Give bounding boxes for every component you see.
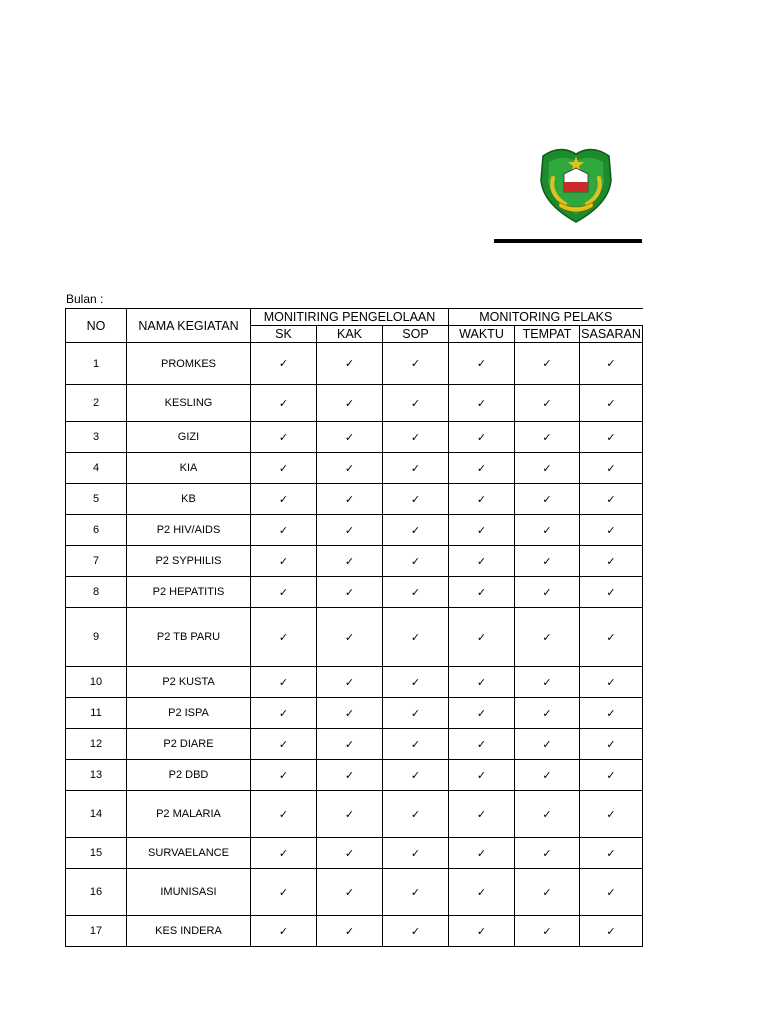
check-sasaran-icon: ✓: [580, 422, 643, 453]
table-row: [66, 869, 643, 916]
activity-name: PROMKES: [127, 343, 251, 385]
check-kak-icon: ✓: [317, 608, 383, 667]
check-sk-icon: ✓: [251, 838, 317, 869]
table-row: [66, 577, 643, 608]
check-waktu-icon: ✓: [449, 698, 515, 729]
row-number: 2: [66, 385, 127, 422]
activity-name: P2 KUSTA: [127, 667, 251, 698]
check-waktu-icon: ✓: [449, 729, 515, 760]
check-waktu-icon: ✓: [449, 484, 515, 515]
check-kak-icon: ✓: [317, 546, 383, 577]
table-row: [66, 838, 643, 869]
check-kak-icon: ✓: [317, 484, 383, 515]
check-sop-icon: ✓: [383, 791, 449, 838]
table-row: [66, 515, 643, 546]
check-sop-icon: ✓: [383, 515, 449, 546]
check-kak-icon: ✓: [317, 760, 383, 791]
check-sop-icon: ✓: [383, 698, 449, 729]
check-kak-icon: ✓: [317, 869, 383, 916]
check-tempat-icon: ✓: [515, 608, 580, 667]
table-row: [66, 385, 643, 422]
check-sk-icon: ✓: [251, 515, 317, 546]
activity-name: IMUNISASI: [127, 869, 251, 916]
activity-name: KESLING: [127, 385, 251, 422]
activity-name: KIA: [127, 453, 251, 484]
check-tempat-icon: ✓: [515, 385, 580, 422]
check-sasaran-icon: ✓: [580, 791, 643, 838]
table-row: [66, 760, 643, 791]
table-row: [66, 608, 643, 667]
check-waktu-icon: ✓: [449, 385, 515, 422]
table-row: [66, 484, 643, 515]
table-row: [66, 916, 643, 947]
activity-name: P2 DIARE: [127, 729, 251, 760]
check-sasaran-icon: ✓: [580, 515, 643, 546]
check-sk-icon: ✓: [251, 546, 317, 577]
check-sk-icon: ✓: [251, 422, 317, 453]
check-sk-icon: ✓: [251, 343, 317, 385]
activity-name: P2 HEPATITIS: [127, 577, 251, 608]
check-kak-icon: ✓: [317, 838, 383, 869]
check-sop-icon: ✓: [383, 453, 449, 484]
check-kak-icon: ✓: [317, 343, 383, 385]
table-row: [66, 453, 643, 484]
group-header-implementation: MONITORING PELAKS: [449, 309, 643, 326]
check-sk-icon: ✓: [251, 729, 317, 760]
activity-name: P2 MALARIA: [127, 791, 251, 838]
check-sasaran-icon: ✓: [580, 343, 643, 385]
check-kak-icon: ✓: [317, 385, 383, 422]
table-row: [66, 729, 643, 760]
check-sk-icon: ✓: [251, 453, 317, 484]
check-waktu-icon: ✓: [449, 515, 515, 546]
check-sop-icon: ✓: [383, 729, 449, 760]
check-sop-icon: ✓: [383, 869, 449, 916]
activity-name: KB: [127, 484, 251, 515]
check-sop-icon: ✓: [383, 343, 449, 385]
check-sk-icon: ✓: [251, 791, 317, 838]
check-sk-icon: ✓: [251, 916, 317, 947]
row-number: 6: [66, 515, 127, 546]
check-sop-icon: ✓: [383, 546, 449, 577]
table-row: [66, 343, 643, 385]
column-header-kak: KAK: [317, 326, 383, 343]
check-sk-icon: ✓: [251, 760, 317, 791]
row-number: 7: [66, 546, 127, 577]
check-sk-icon: ✓: [251, 667, 317, 698]
header-divider-line: [494, 239, 642, 243]
check-sop-icon: ✓: [383, 422, 449, 453]
check-waktu-icon: ✓: [449, 791, 515, 838]
check-tempat-icon: ✓: [515, 838, 580, 869]
activity-name: P2 ISPA: [127, 698, 251, 729]
check-sasaran-icon: ✓: [580, 577, 643, 608]
check-sasaran-icon: ✓: [580, 667, 643, 698]
activity-name: SURVAELANCE: [127, 838, 251, 869]
row-number: 1: [66, 343, 127, 385]
row-number: 10: [66, 667, 127, 698]
column-header-waktu: WAKTU: [449, 326, 515, 343]
row-number: 8: [66, 577, 127, 608]
table-row: [66, 422, 643, 453]
column-header-sop: SOP: [383, 326, 449, 343]
column-header-sasaran: SASARAN: [581, 327, 641, 341]
check-waktu-icon: ✓: [449, 453, 515, 484]
row-number: 15: [66, 838, 127, 869]
check-sop-icon: ✓: [383, 608, 449, 667]
activity-name: GIZI: [127, 422, 251, 453]
check-tempat-icon: ✓: [515, 515, 580, 546]
check-kak-icon: ✓: [317, 453, 383, 484]
check-tempat-icon: ✓: [515, 422, 580, 453]
check-sop-icon: ✓: [383, 577, 449, 608]
row-number: 16: [66, 869, 127, 916]
check-sasaran-icon: ✓: [580, 729, 643, 760]
check-tempat-icon: ✓: [515, 791, 580, 838]
check-waktu-icon: ✓: [449, 667, 515, 698]
check-sasaran-icon: ✓: [580, 838, 643, 869]
check-tempat-icon: ✓: [515, 667, 580, 698]
check-tempat-icon: ✓: [515, 546, 580, 577]
check-waktu-icon: ✓: [449, 608, 515, 667]
activity-name: P2 SYPHILIS: [127, 546, 251, 577]
check-kak-icon: ✓: [317, 515, 383, 546]
table-row: [66, 698, 643, 729]
activity-name: P2 TB PARU: [127, 608, 251, 667]
check-sop-icon: ✓: [383, 916, 449, 947]
group-header-management: MONITIRING PENGELOLAAN: [251, 309, 449, 326]
check-tempat-icon: ✓: [515, 869, 580, 916]
table-row: [66, 791, 643, 838]
check-kak-icon: ✓: [317, 916, 383, 947]
check-sk-icon: ✓: [251, 608, 317, 667]
activity-name: KES INDERA: [127, 916, 251, 947]
row-number: 17: [66, 916, 127, 947]
row-number: 12: [66, 729, 127, 760]
check-kak-icon: ✓: [317, 667, 383, 698]
check-sop-icon: ✓: [383, 838, 449, 869]
row-number: 5: [66, 484, 127, 515]
check-sk-icon: ✓: [251, 577, 317, 608]
check-sk-icon: ✓: [251, 484, 317, 515]
check-sk-icon: ✓: [251, 698, 317, 729]
row-number: 11: [66, 698, 127, 729]
check-waktu-icon: ✓: [449, 869, 515, 916]
check-kak-icon: ✓: [317, 791, 383, 838]
check-sasaran-icon: ✓: [580, 546, 643, 577]
check-waktu-icon: ✓: [449, 343, 515, 385]
row-number: 4: [66, 453, 127, 484]
row-number: 14: [66, 791, 127, 838]
check-tempat-icon: ✓: [515, 343, 580, 385]
activity-name: P2 HIV/AIDS: [127, 515, 251, 546]
check-tempat-icon: ✓: [515, 577, 580, 608]
check-sasaran-icon: ✓: [580, 916, 643, 947]
table-row: [66, 667, 643, 698]
check-sk-icon: ✓: [251, 385, 317, 422]
check-waktu-icon: ✓: [449, 546, 515, 577]
check-kak-icon: ✓: [317, 729, 383, 760]
check-kak-icon: ✓: [317, 577, 383, 608]
check-sasaran-icon: ✓: [580, 760, 643, 791]
monitoring-table: [65, 308, 643, 947]
check-kak-icon: ✓: [317, 422, 383, 453]
check-sasaran-icon: ✓: [580, 453, 643, 484]
month-label: Bulan :: [66, 292, 104, 306]
check-sasaran-icon: ✓: [580, 484, 643, 515]
table-row: [66, 546, 643, 577]
check-sasaran-icon: ✓: [580, 385, 643, 422]
row-number: 3: [66, 422, 127, 453]
check-waktu-icon: ✓: [449, 838, 515, 869]
column-header-activity: NAMA KEGIATAN: [127, 309, 251, 343]
check-kak-icon: ✓: [317, 698, 383, 729]
activity-name: P2 DBD: [127, 760, 251, 791]
check-sk-icon: ✓: [251, 869, 317, 916]
check-sop-icon: ✓: [383, 385, 449, 422]
regional-emblem-logo: [535, 142, 617, 224]
column-header-no: NO: [66, 309, 127, 343]
check-sasaran-icon: ✓: [580, 869, 643, 916]
check-tempat-icon: ✓: [515, 484, 580, 515]
column-header-sk: SK: [251, 326, 317, 343]
column-header-tempat: TEMPAT: [515, 326, 580, 343]
check-waktu-icon: ✓: [449, 422, 515, 453]
check-sop-icon: ✓: [383, 760, 449, 791]
check-tempat-icon: ✓: [515, 453, 580, 484]
check-tempat-icon: ✓: [515, 760, 580, 791]
check-tempat-icon: ✓: [515, 729, 580, 760]
check-tempat-icon: ✓: [515, 916, 580, 947]
check-sasaran-icon: ✓: [580, 698, 643, 729]
check-tempat-icon: ✓: [515, 698, 580, 729]
row-number: 9: [66, 608, 127, 667]
check-waktu-icon: ✓: [449, 577, 515, 608]
check-waktu-icon: ✓: [449, 760, 515, 791]
check-waktu-icon: ✓: [449, 916, 515, 947]
check-sop-icon: ✓: [383, 667, 449, 698]
check-sop-icon: ✓: [383, 484, 449, 515]
row-number: 13: [66, 760, 127, 791]
check-sasaran-icon: ✓: [580, 608, 643, 667]
